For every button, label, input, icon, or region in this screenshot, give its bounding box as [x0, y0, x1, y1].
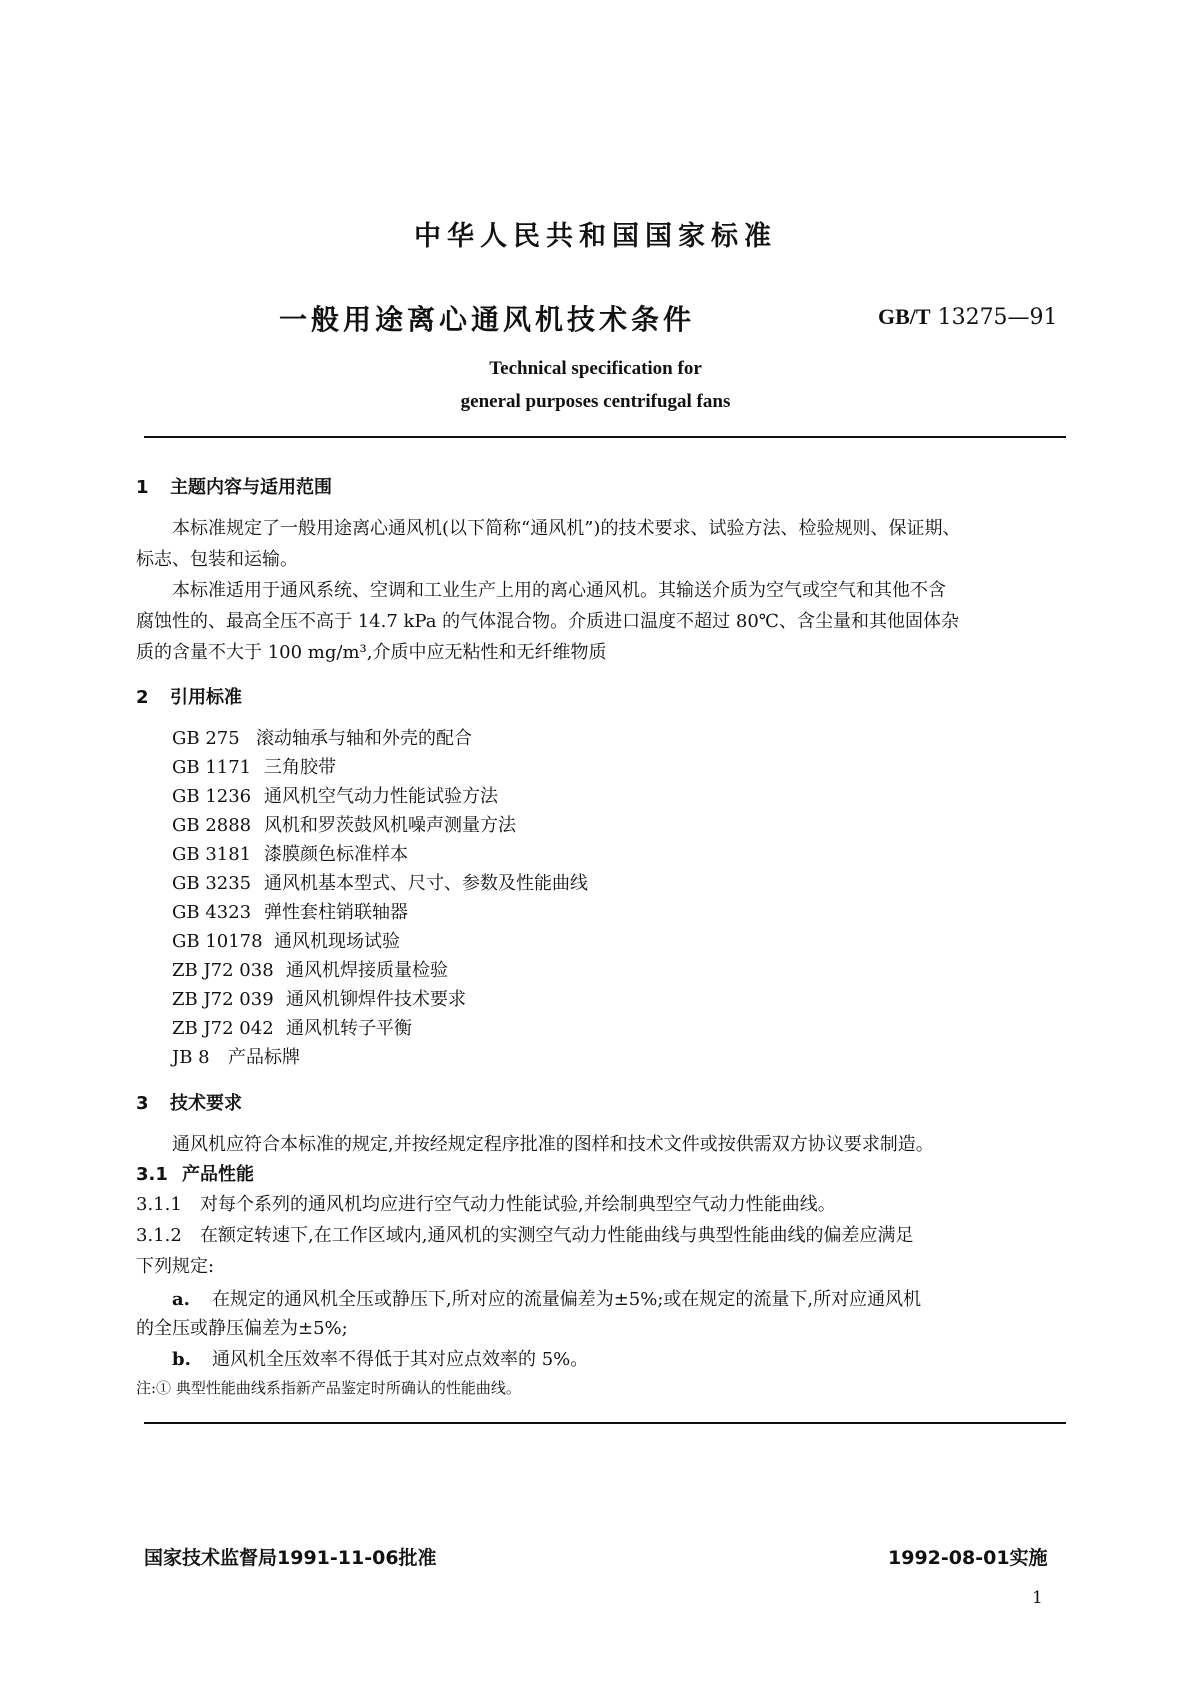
item-a-text: 在规定的通风机全压或静压下,所对应的流量偏差为±5%;或在规定的流量下,所对应通风机 — [212, 1289, 922, 1310]
section-3-1-1-number: 3.1.1 — [136, 1194, 182, 1215]
reference-code: GB 1171 — [172, 757, 252, 778]
reference-code: GB 3181 — [172, 844, 252, 865]
section-3-1-number: 3.1 — [136, 1164, 168, 1185]
section-3-heading — [136, 1089, 242, 1115]
reference-item — [172, 1043, 300, 1069]
footnote: 注:① 典型性能曲线系指新产品鉴定时所确认的性能曲线。 — [136, 1379, 521, 1397]
reference-code: GB 4323 — [172, 902, 252, 923]
reference-code: GB 3235 — [172, 873, 252, 894]
reference-item — [172, 724, 472, 750]
section-3-1-2-number: 3.1.2 — [136, 1225, 182, 1246]
reference-item — [172, 840, 408, 866]
section-3-number: 3 — [136, 1093, 149, 1114]
reference-title: 漆膜颜色标准样本 — [264, 844, 408, 865]
reference-code: ZB J72 038 — [172, 960, 274, 981]
header-divider — [144, 436, 1066, 438]
footer-divider — [144, 1422, 1066, 1424]
reference-code: GB 275 — [172, 728, 240, 749]
reference-title: 通风机空气动力性能试验方法 — [264, 786, 498, 807]
section-3-title: 技术要求 — [170, 1093, 242, 1114]
reference-item — [172, 811, 516, 837]
item-a-line1 — [172, 1284, 921, 1315]
section-3-1-2-line2: 下列规定: — [136, 1256, 215, 1277]
reference-title: 通风机现场试验 — [274, 931, 400, 952]
standard-prefix: GB/T — [878, 304, 931, 329]
reference-title: 三角胶带 — [264, 757, 336, 778]
reference-item — [172, 927, 400, 953]
item-a-line2: 的全压或静压偏差为±5%; — [136, 1318, 348, 1339]
section-3-intro: 通风机应符合本标准的规定,并按经规定程序批准的图样和技术文件或按供需双方协议要求制造。 — [172, 1134, 934, 1155]
reference-code: ZB J72 042 — [172, 1018, 274, 1039]
reference-title: 风机和罗茨鼓风机噪声测量方法 — [264, 815, 516, 836]
reference-item — [172, 869, 588, 895]
section-1-p1-line1: 本标准规定了一般用途离心通风机(以下简称“通风机”)的技术要求、试验方法、检验规则、保证期、 — [172, 518, 961, 539]
section-3-1-2-line1 — [136, 1220, 913, 1251]
section-3-1-1-text: 对每个系列的通风机均应进行空气动力性能试验,并绘制典型空气动力性能曲线。 — [200, 1194, 836, 1215]
section-1-title: 主题内容与适用范围 — [170, 477, 332, 498]
english-title-line1: Technical specification for — [489, 358, 702, 379]
implementation-date: 1992-08-01实施 — [888, 1547, 1048, 1569]
reference-title: 弹性套柱销联轴器 — [264, 902, 408, 923]
document-title: 一般用途离心通风机技术条件 — [279, 303, 696, 336]
section-1-p2-line3: 质的含量不大于 100 mg/m³,介质中应无粘性和无纤维物质 — [136, 642, 607, 663]
reference-title: 产品标牌 — [228, 1047, 300, 1068]
english-title-line2: general purposes centrifugal fans — [460, 391, 731, 412]
reference-item — [172, 1014, 412, 1040]
standard-number-value: 13275—91 — [930, 305, 1058, 330]
reference-code: GB 1236 — [172, 786, 252, 807]
reference-code: GB 2888 — [172, 815, 252, 836]
reference-title: 通风机铆焊件技术要求 — [286, 989, 466, 1010]
reference-code: JB 8 — [172, 1047, 210, 1068]
reference-title: 通风机转子平衡 — [286, 1018, 412, 1039]
reference-item — [172, 753, 336, 779]
page-number: 1 — [1032, 1588, 1043, 1608]
item-b-text: 通风机全压效率不得低于其对应点效率的 5%。 — [212, 1349, 589, 1370]
section-3-1-heading — [136, 1160, 254, 1186]
item-a-label: a. — [172, 1289, 190, 1310]
reference-code: ZB J72 039 — [172, 989, 274, 1010]
reference-title: 通风机基本型式、尺寸、参数及性能曲线 — [264, 873, 588, 894]
reference-title: 通风机焊接质量检验 — [286, 960, 448, 981]
section-2-number: 2 — [136, 687, 149, 708]
item-b-label: b. — [172, 1349, 191, 1370]
reference-item — [172, 956, 448, 982]
reference-item — [172, 898, 408, 924]
section-3-1-title: 产品性能 — [182, 1164, 254, 1185]
approval-line: 国家技术监督局1991-11-06批准 — [144, 1547, 437, 1569]
item-b — [172, 1344, 588, 1375]
section-1-p2-line1: 本标准适用于通风系统、空调和工业生产上用的离心通风机。其输送介质为空气或空气和其他不含 — [172, 580, 946, 601]
section-1-p1-line2: 标志、包装和运输。 — [136, 549, 298, 570]
reference-item — [172, 782, 498, 808]
reference-code: GB 10178 — [172, 931, 263, 952]
section-1-heading — [136, 473, 332, 499]
standard-type-heading: 中华人民共和国国家标准 — [414, 221, 777, 252]
standard-number — [878, 304, 1058, 330]
section-3-1-1 — [136, 1189, 836, 1220]
section-2-title: 引用标准 — [170, 687, 242, 708]
reference-item — [172, 985, 466, 1011]
section-1-p2-line2: 腐蚀性的、最高全压不高于 14.7 kPa 的气体混合物。介质进口温度不超过 80℃、含尘量和其他固体杂 — [136, 611, 959, 632]
section-2-heading — [136, 683, 242, 709]
section-1-number: 1 — [136, 477, 149, 498]
section-3-1-2-text: 在额定转速下,在工作区域内,通风机的实测空气动力性能曲线与典型性能曲线的偏差应满足 — [200, 1225, 914, 1246]
reference-title: 滚动轴承与轴和外壳的配合 — [256, 728, 472, 749]
